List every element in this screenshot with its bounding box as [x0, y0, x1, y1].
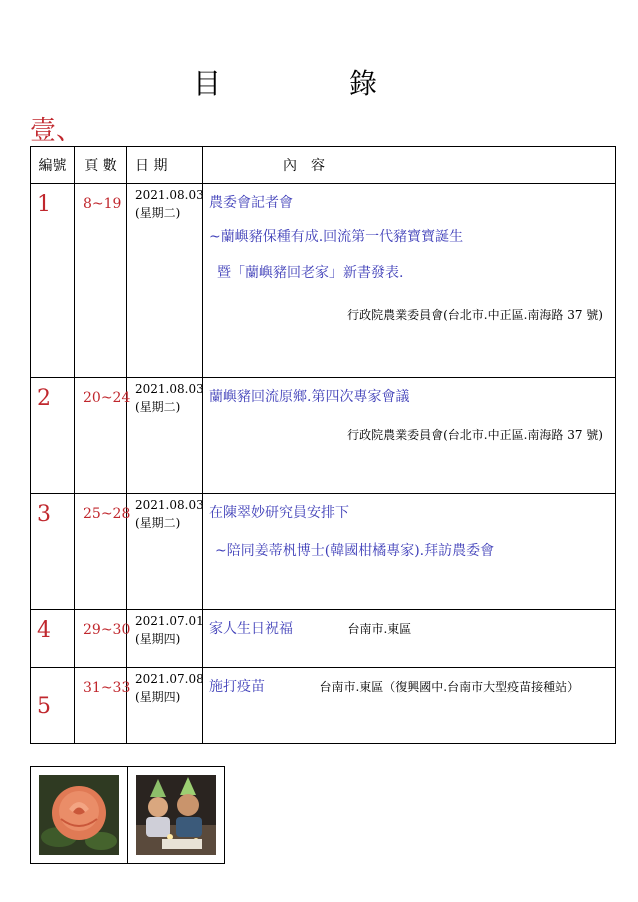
row-date — [127, 184, 203, 378]
content-line: ~蘭嶼豬保種有成.回流第一代豬寶寶誕生 — [209, 229, 464, 245]
date-value: 2021.07.08 — [135, 672, 204, 686]
table-row — [31, 668, 616, 744]
header-date: 日 期 — [127, 147, 203, 184]
location-text: 台南市.東區（復興國中.台南市大型疫苗接種站） — [319, 680, 580, 694]
row-pages: 20~24 — [75, 378, 127, 494]
content-line: 暨「蘭嶼豬回老家」新書發表. — [217, 265, 404, 281]
section-label: 壹、 — [30, 116, 83, 146]
row-date — [127, 494, 203, 610]
weekday: (星期四) — [135, 690, 181, 704]
table-row — [31, 378, 616, 494]
row-date — [127, 610, 203, 668]
row-pages: 8~19 — [75, 184, 127, 378]
page-title: 目 錄 — [192, 67, 427, 100]
row-pages: 29~30 — [75, 610, 127, 668]
header-content: 內 容 — [203, 147, 616, 184]
content-line: 農委會記者會 — [209, 195, 293, 211]
row-pages: 25~28 — [75, 494, 127, 610]
header-row — [31, 147, 616, 184]
photo-cell — [128, 767, 225, 864]
rose-photo — [39, 775, 119, 855]
content-line: 在陳翠妙研究員安排下 — [209, 505, 349, 521]
row-content — [203, 494, 616, 610]
row-number: 2 — [31, 378, 75, 494]
row-content — [203, 378, 616, 494]
table-row — [31, 184, 616, 378]
photo-strip — [30, 766, 225, 864]
row-content — [203, 184, 616, 378]
row-date — [127, 378, 203, 494]
content-line: 蘭嶼豬回流原鄉.第四次專家會議 — [209, 389, 410, 405]
weekday: (星期二) — [135, 516, 181, 530]
weekday: (星期二) — [135, 206, 181, 220]
table-row — [31, 610, 616, 668]
header-pages: 頁 數 — [75, 147, 127, 184]
location-text: 台南市.東區 — [347, 622, 412, 636]
row-date — [127, 668, 203, 744]
weekday: (星期二) — [135, 400, 181, 414]
row-number: 1 — [31, 184, 75, 378]
row-content — [203, 668, 616, 744]
content-line: 家人生日祝福 — [209, 621, 293, 637]
header-no: 編號 — [31, 147, 75, 184]
date-value: 2021.08.03 — [135, 382, 204, 396]
toc-table — [30, 146, 616, 744]
row-number: 4 — [31, 610, 75, 668]
row-pages: 31~33 — [75, 668, 127, 744]
location-text: 行政院農業委員會(台北市.中正區.南海路 37 號) — [347, 428, 603, 442]
date-value: 2021.08.03 — [135, 188, 204, 202]
content-line: 施打疫苗 — [209, 679, 265, 695]
date-value: 2021.07.01 — [135, 614, 204, 628]
photo-cell — [31, 767, 128, 864]
row-number: 5 — [31, 668, 75, 744]
date-value: 2021.08.03 — [135, 498, 204, 512]
row-content — [203, 610, 616, 668]
birthday-photo — [136, 775, 216, 855]
row-number: 3 — [31, 494, 75, 610]
content-line: ~陪同姜蒂杋博士(韓國柑橘專家).拜訪農委會 — [215, 543, 495, 559]
location-text: 行政院農業委員會(台北市.中正區.南海路 37 號) — [347, 308, 603, 322]
table-row — [31, 494, 616, 610]
weekday: (星期四) — [135, 632, 181, 646]
